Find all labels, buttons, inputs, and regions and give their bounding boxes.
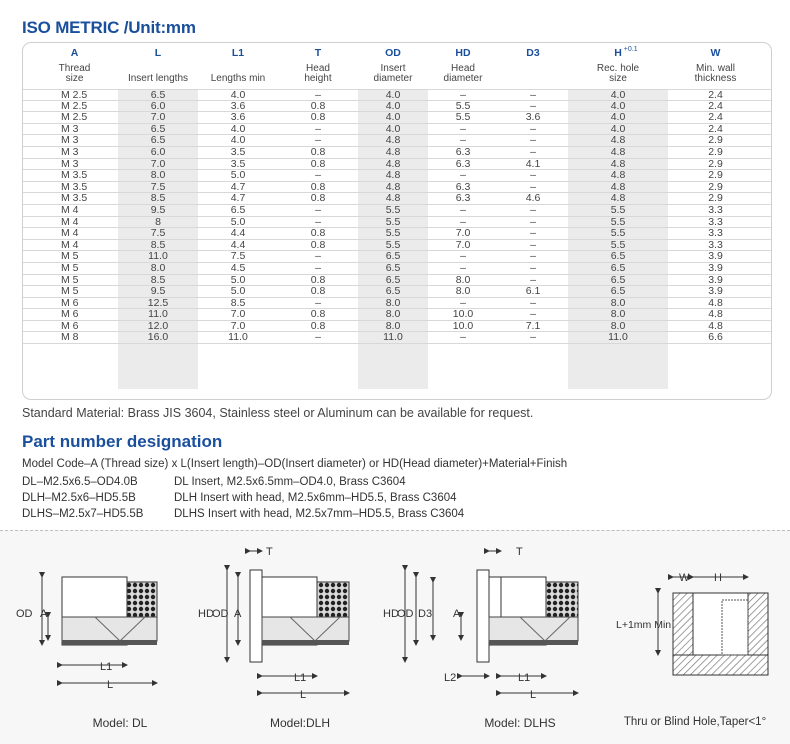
cell-head-height: – bbox=[315, 331, 321, 344]
dl-l1-label: L1 bbox=[100, 661, 113, 673]
cell-thread-size: M 4 bbox=[61, 227, 79, 240]
cell-wall-thickness: 3.9 bbox=[708, 261, 723, 274]
cell-wall-thickness: 2.9 bbox=[708, 145, 723, 158]
cell-insert-diameter: 4.8 bbox=[385, 192, 401, 205]
cell-length-min: 8.5 bbox=[230, 296, 246, 309]
cell-length-min: 7.0 bbox=[230, 308, 246, 321]
cell-head-height: – bbox=[315, 203, 321, 216]
cell-insert-diameter: 6.5 bbox=[385, 285, 401, 298]
cell-insert-length: 8.5 bbox=[150, 192, 166, 205]
cell-insert-diameter: 6.5 bbox=[385, 250, 401, 263]
cell-insert-diameter: 6.5 bbox=[385, 261, 401, 274]
cell-thread-size: M 4 bbox=[61, 203, 79, 216]
cell-head-height: 0.8 bbox=[310, 273, 326, 286]
cell-head-diameter: – bbox=[460, 134, 466, 147]
cell-hole-size: 4.0 bbox=[610, 122, 626, 135]
cell-head-diameter: 8.0 bbox=[455, 273, 471, 286]
cell-head-height: – bbox=[315, 89, 321, 101]
cell-hole-size: 6.5 bbox=[610, 250, 626, 263]
column-code: W bbox=[710, 47, 721, 59]
column-code: A bbox=[70, 47, 79, 59]
cell-head-diameter: 7.0 bbox=[455, 238, 471, 251]
cell-hole-size: 5.5 bbox=[610, 215, 626, 228]
cell-wall-thickness: 3.9 bbox=[708, 250, 723, 263]
cell-wall-thickness: 3.3 bbox=[708, 238, 723, 251]
column-code-tolerance: +0.1 bbox=[623, 46, 638, 53]
cell-d3: 4.1 bbox=[525, 157, 541, 170]
cell-wall-thickness: 3.9 bbox=[708, 285, 723, 298]
example-text-dlh: DLH Insert with head, M2.5x6mm–HD5.5, Brass C3604 bbox=[174, 492, 457, 504]
cell-head-height: 0.8 bbox=[310, 308, 326, 321]
cell-d3: 3.6 bbox=[525, 111, 541, 124]
cell-head-diameter: 10.0 bbox=[452, 308, 474, 321]
cell-d3: – bbox=[530, 308, 536, 321]
cell-thread-size: M 4 bbox=[61, 238, 79, 251]
cell-head-diameter: – bbox=[460, 169, 466, 182]
cell-wall-thickness: 2.4 bbox=[708, 111, 723, 124]
cell-insert-diameter: 6.5 bbox=[385, 273, 401, 286]
cell-wall-thickness: 2.9 bbox=[708, 180, 723, 193]
dlhs-od-label: OD bbox=[397, 608, 414, 620]
column-description-line: diameter bbox=[443, 72, 483, 84]
example-code-dlhs: DLHS–M2.5x7–HD5.5B bbox=[22, 508, 144, 520]
cell-thread-size: M 5 bbox=[61, 250, 79, 263]
cell-d3: – bbox=[530, 122, 536, 135]
cell-length-min: 4.7 bbox=[230, 180, 246, 193]
cell-head-diameter: – bbox=[460, 122, 466, 135]
cell-length-min: 4.5 bbox=[230, 261, 246, 274]
cell-thread-size: M 3 bbox=[61, 145, 79, 158]
column-description-line: size bbox=[65, 72, 84, 84]
column-code: H bbox=[614, 47, 622, 59]
column-code: L1 bbox=[231, 47, 245, 59]
cell-length-min: 5.0 bbox=[230, 215, 246, 228]
cell-insert-length: 8.5 bbox=[150, 238, 166, 251]
hole-h-label: H bbox=[714, 572, 722, 584]
cell-length-min: 4.0 bbox=[230, 134, 246, 147]
cell-thread-size: M 3.5 bbox=[61, 192, 88, 205]
cell-d3: – bbox=[530, 203, 536, 216]
cell-d3: – bbox=[530, 169, 536, 182]
model-label-hole: Thru or Blind Hole,Taper<1° bbox=[623, 716, 767, 728]
column-code: OD bbox=[385, 47, 401, 59]
cell-head-diameter: 6.3 bbox=[455, 192, 471, 205]
cell-head-height: – bbox=[315, 261, 321, 274]
cell-thread-size: M 6 bbox=[61, 308, 79, 321]
cell-insert-diameter: 4.8 bbox=[385, 157, 401, 170]
cell-head-diameter: 8.0 bbox=[455, 285, 471, 298]
cell-insert-diameter: 4.0 bbox=[385, 99, 401, 112]
column-description-line: Head bbox=[306, 63, 330, 74]
cell-wall-thickness: 2.9 bbox=[708, 192, 723, 205]
cell-thread-size: M 5 bbox=[61, 285, 79, 298]
cell-insert-length: 9.5 bbox=[150, 285, 166, 298]
cell-wall-thickness: 2.4 bbox=[708, 89, 723, 101]
cell-thread-size: M 3.5 bbox=[61, 180, 88, 193]
cell-head-diameter: – bbox=[460, 215, 466, 228]
dlhs-a-label: A bbox=[453, 608, 461, 620]
cell-head-height: – bbox=[315, 122, 321, 135]
drawing-hole bbox=[658, 577, 768, 675]
cell-thread-size: M 6 bbox=[61, 319, 79, 332]
cell-head-height: – bbox=[315, 134, 321, 147]
column-code: D3 bbox=[526, 47, 540, 59]
cell-thread-size: M 4 bbox=[61, 215, 79, 228]
cell-length-min: 4.0 bbox=[230, 89, 246, 101]
cell-hole-size: 8.0 bbox=[610, 308, 626, 321]
dlh-hd-label: HD bbox=[198, 608, 214, 620]
cell-hole-size: 11.0 bbox=[608, 331, 628, 344]
cell-length-min: 3.5 bbox=[230, 157, 246, 170]
cell-head-diameter: 10.0 bbox=[452, 319, 474, 332]
drawing-dlh bbox=[227, 551, 349, 693]
cell-d3: – bbox=[530, 134, 536, 147]
cell-length-min: 4.0 bbox=[230, 122, 246, 135]
cell-d3: – bbox=[530, 331, 536, 344]
cell-hole-size: 4.8 bbox=[610, 157, 626, 170]
cell-insert-diameter: 4.8 bbox=[385, 169, 401, 182]
cell-d3: – bbox=[530, 250, 536, 263]
hole-w-label: W bbox=[679, 572, 690, 584]
cell-wall-thickness: 2.4 bbox=[708, 99, 723, 112]
cell-insert-diameter: 8.0 bbox=[385, 308, 401, 321]
cell-wall-thickness: 6.6 bbox=[708, 331, 723, 344]
cell-head-diameter: – bbox=[460, 296, 466, 309]
cell-d3: – bbox=[530, 145, 536, 158]
cell-d3: – bbox=[530, 238, 536, 251]
cell-hole-size: 4.8 bbox=[610, 192, 626, 205]
cell-insert-length: 8.5 bbox=[150, 273, 166, 286]
column-description-line: Lengths min bbox=[210, 72, 266, 84]
cell-insert-diameter: 4.0 bbox=[385, 111, 401, 124]
dlhs-hd-label: HD bbox=[383, 608, 399, 620]
dlh-od-label: OD bbox=[212, 608, 229, 620]
cell-insert-length: 7.5 bbox=[150, 227, 166, 240]
column-description-line: diameter bbox=[373, 72, 413, 84]
cell-insert-diameter: 8.0 bbox=[385, 319, 401, 332]
cell-d3: – bbox=[530, 180, 536, 193]
cell-wall-thickness: 4.8 bbox=[708, 308, 723, 321]
cell-head-height: 0.8 bbox=[310, 180, 326, 193]
cell-head-diameter: – bbox=[460, 203, 466, 216]
cell-d3: 4.6 bbox=[525, 192, 541, 205]
column-description-line: thickness bbox=[694, 72, 737, 84]
cell-insert-length: 6.5 bbox=[150, 134, 166, 147]
cell-insert-diameter: 5.5 bbox=[385, 227, 401, 240]
cell-insert-diameter: 4.0 bbox=[385, 89, 401, 101]
cell-d3: 7.1 bbox=[525, 319, 541, 332]
cell-insert-length: 8 bbox=[155, 215, 161, 228]
cell-head-height: – bbox=[315, 169, 321, 182]
cell-hole-size: 8.0 bbox=[610, 296, 626, 309]
cell-insert-diameter: 5.5 bbox=[385, 238, 401, 251]
cell-head-diameter: 6.3 bbox=[455, 180, 471, 193]
cell-thread-size: M 3 bbox=[61, 122, 79, 135]
dl-od-label: OD bbox=[16, 608, 33, 620]
cell-d3: – bbox=[530, 215, 536, 228]
dlhs-l-label: L bbox=[530, 689, 537, 701]
part-number-heading: Part number designation bbox=[22, 432, 223, 451]
cell-thread-size: M 3.5 bbox=[61, 169, 88, 182]
cell-head-height: 0.8 bbox=[310, 145, 326, 158]
cell-insert-length: 11.0 bbox=[148, 250, 168, 263]
cell-hole-size: 4.8 bbox=[610, 180, 626, 193]
column-description-line: Rec. hole bbox=[596, 63, 640, 74]
cell-length-min: 3.6 bbox=[230, 99, 246, 112]
cell-hole-size: 4.0 bbox=[610, 89, 626, 101]
cell-hole-size: 8.0 bbox=[610, 319, 626, 332]
cell-insert-length: 7.5 bbox=[150, 180, 166, 193]
column-code: L bbox=[154, 47, 162, 59]
part-number-description: Model Code–A (Thread size) x L(Insert length)–OD(Insert diameter) or HD(Head diameter)+Material+Finish bbox=[22, 458, 568, 470]
cell-d3: – bbox=[530, 227, 536, 240]
example-code-dl: DL–M2.5x6.5–OD4.0B bbox=[22, 476, 138, 488]
cell-insert-length: 12.5 bbox=[147, 296, 169, 309]
dl-a-label: A bbox=[40, 608, 48, 620]
dlh-t-label: T bbox=[266, 546, 273, 558]
dlh-a-label: A bbox=[234, 608, 242, 620]
model-label-dlh: Model:DLH bbox=[269, 716, 331, 730]
cell-hole-size: 6.5 bbox=[610, 273, 626, 286]
cell-head-height: 0.8 bbox=[310, 111, 326, 124]
cell-wall-thickness: 2.9 bbox=[708, 134, 723, 147]
drawing-dlhs bbox=[405, 551, 578, 693]
cell-length-min: 7.5 bbox=[230, 250, 246, 263]
cell-insert-length: 8.0 bbox=[150, 261, 166, 274]
cell-thread-size: M 3 bbox=[61, 134, 79, 147]
cell-hole-size: 4.8 bbox=[610, 169, 626, 182]
cell-insert-diameter: 4.8 bbox=[385, 134, 401, 147]
cell-thread-size: M 8 bbox=[61, 331, 79, 344]
column-description-line: Min. wall bbox=[696, 63, 735, 74]
cell-head-diameter: – bbox=[460, 250, 466, 263]
dlh-l1-label: L1 bbox=[294, 672, 307, 684]
cell-head-height: 0.8 bbox=[310, 192, 326, 205]
cell-length-min: 3.5 bbox=[230, 145, 246, 158]
cell-d3: – bbox=[530, 89, 536, 101]
column-description-line: Head bbox=[451, 63, 475, 74]
cell-insert-length: 6.0 bbox=[150, 145, 166, 158]
cell-d3: – bbox=[530, 296, 536, 309]
cell-head-height: – bbox=[315, 296, 321, 309]
cell-insert-length: 7.0 bbox=[150, 111, 166, 124]
cell-hole-size: 4.0 bbox=[610, 99, 626, 112]
cell-head-height: 0.8 bbox=[310, 319, 326, 332]
cell-length-min: 4.7 bbox=[230, 192, 246, 205]
cell-hole-size: 4.0 bbox=[610, 111, 626, 124]
example-text-dlhs: DLHS Insert with head, M2.5x7mm–HD5.5, Brass C3604 bbox=[174, 508, 465, 520]
cell-insert-length: 6.5 bbox=[150, 89, 166, 101]
cell-wall-thickness: 3.3 bbox=[708, 227, 723, 240]
cell-thread-size: M 2.5 bbox=[61, 89, 88, 101]
cell-hole-size: 5.5 bbox=[610, 203, 626, 216]
cell-thread-size: M 3 bbox=[61, 157, 79, 170]
cell-wall-thickness: 4.8 bbox=[708, 319, 723, 332]
model-label-dl: Model: DL bbox=[92, 716, 148, 730]
cell-head-diameter: – bbox=[460, 261, 466, 274]
cell-hole-size: 6.5 bbox=[610, 261, 626, 274]
cell-insert-diameter: 4.8 bbox=[385, 180, 401, 193]
cell-wall-thickness: 3.3 bbox=[708, 215, 723, 228]
column-code: T bbox=[314, 47, 322, 59]
cell-insert-diameter: 11.0 bbox=[383, 331, 403, 344]
cell-insert-diameter: 4.8 bbox=[385, 145, 401, 158]
dlh-l-label: L bbox=[300, 689, 307, 701]
cell-insert-length: 16.0 bbox=[147, 331, 169, 344]
cell-head-diameter: 5.5 bbox=[455, 99, 471, 112]
cell-wall-thickness: 4.8 bbox=[708, 296, 723, 309]
column-description-line: Thread bbox=[58, 63, 91, 74]
cell-length-min: 4.4 bbox=[230, 238, 246, 251]
cell-wall-thickness: 2.4 bbox=[708, 122, 723, 135]
cell-insert-length: 6.0 bbox=[150, 99, 166, 112]
cell-head-diameter: 6.3 bbox=[455, 145, 471, 158]
cell-length-min: 5.0 bbox=[230, 169, 246, 182]
cell-thread-size: M 5 bbox=[61, 261, 79, 274]
cell-insert-diameter: 8.0 bbox=[385, 296, 401, 309]
material-note: Standard Material: Brass JIS 3604, Stainless steel or Aluminum can be available for request. bbox=[22, 406, 534, 420]
cell-d3: – bbox=[530, 273, 536, 286]
cell-length-min: 3.6 bbox=[230, 111, 246, 124]
cell-wall-thickness: 2.9 bbox=[708, 169, 723, 182]
cell-thread-size: M 2.5 bbox=[61, 99, 88, 112]
cell-insert-diameter: 5.5 bbox=[385, 215, 401, 228]
cell-wall-thickness: 2.9 bbox=[708, 157, 723, 170]
cell-head-diameter: 7.0 bbox=[455, 227, 471, 240]
cell-hole-size: 5.5 bbox=[610, 227, 626, 240]
cell-wall-thickness: 3.9 bbox=[708, 273, 723, 286]
cell-head-diameter: 6.3 bbox=[455, 157, 471, 170]
cell-head-height: 0.8 bbox=[310, 227, 326, 240]
column-description-line: size bbox=[609, 72, 627, 84]
cell-insert-diameter: 5.5 bbox=[385, 203, 401, 216]
cell-length-min: 5.0 bbox=[230, 273, 246, 286]
cell-insert-diameter: 4.0 bbox=[385, 122, 401, 135]
cell-head-height: – bbox=[315, 250, 321, 263]
cell-length-min: 5.0 bbox=[230, 285, 246, 298]
cell-hole-size: 5.5 bbox=[610, 238, 626, 251]
dlhs-l1-label: L1 bbox=[518, 672, 531, 684]
dlhs-l2-label: L2 bbox=[444, 672, 457, 684]
column-code: HD bbox=[455, 47, 471, 59]
cell-head-diameter: – bbox=[460, 331, 466, 344]
column-description-line: height bbox=[304, 72, 332, 84]
page-title: ISO METRIC /Unit:mm bbox=[22, 18, 196, 37]
cell-head-diameter: – bbox=[460, 89, 466, 101]
cell-thread-size: M 6 bbox=[61, 296, 79, 309]
cell-insert-length: 9.5 bbox=[150, 203, 166, 216]
cell-head-height: 0.8 bbox=[310, 238, 326, 251]
cell-head-diameter: 5.5 bbox=[455, 111, 471, 124]
cell-wall-thickness: 3.3 bbox=[708, 203, 723, 216]
cell-insert-length: 12.0 bbox=[147, 319, 169, 332]
cell-insert-length: 11.0 bbox=[148, 308, 168, 321]
cell-hole-size: 4.8 bbox=[610, 134, 626, 147]
dlhs-t-label: T bbox=[516, 546, 523, 558]
cell-thread-size: M 2.5 bbox=[61, 111, 88, 124]
cell-d3: 6.1 bbox=[525, 285, 541, 298]
cell-d3: – bbox=[530, 261, 536, 274]
dlhs-d3-label: D3 bbox=[418, 608, 433, 620]
hole-depth-label: L+1mm Min bbox=[616, 619, 672, 631]
cell-length-min: 11.0 bbox=[228, 331, 248, 344]
model-label-dlhs: Model: DLHS bbox=[484, 716, 556, 730]
cell-insert-length: 6.5 bbox=[150, 122, 166, 135]
column-description-line: Insert lengths bbox=[127, 72, 189, 84]
cell-hole-size: 4.8 bbox=[610, 145, 626, 158]
example-code-dlh: DLH–M2.5x6–HD5.5B bbox=[22, 492, 136, 504]
dl-l-label: L bbox=[107, 679, 114, 691]
cell-head-height: – bbox=[315, 215, 321, 228]
example-text-dl: DL Insert, M2.5x6.5mm–OD4.0, Brass C3604 bbox=[174, 476, 406, 488]
cell-length-min: 7.0 bbox=[230, 319, 246, 332]
cell-hole-size: 6.5 bbox=[610, 285, 626, 298]
column-description-line: Insert bbox=[380, 63, 406, 74]
cell-head-height: 0.8 bbox=[310, 99, 326, 112]
cell-length-min: 6.5 bbox=[230, 203, 246, 216]
cell-length-min: 4.4 bbox=[230, 227, 246, 240]
cell-d3: – bbox=[530, 99, 536, 112]
cell-head-height: 0.8 bbox=[310, 285, 326, 298]
cell-head-height: 0.8 bbox=[310, 157, 326, 170]
cell-insert-length: 8.0 bbox=[150, 169, 166, 182]
cell-thread-size: M 5 bbox=[61, 273, 79, 286]
cell-insert-length: 7.0 bbox=[150, 157, 166, 170]
